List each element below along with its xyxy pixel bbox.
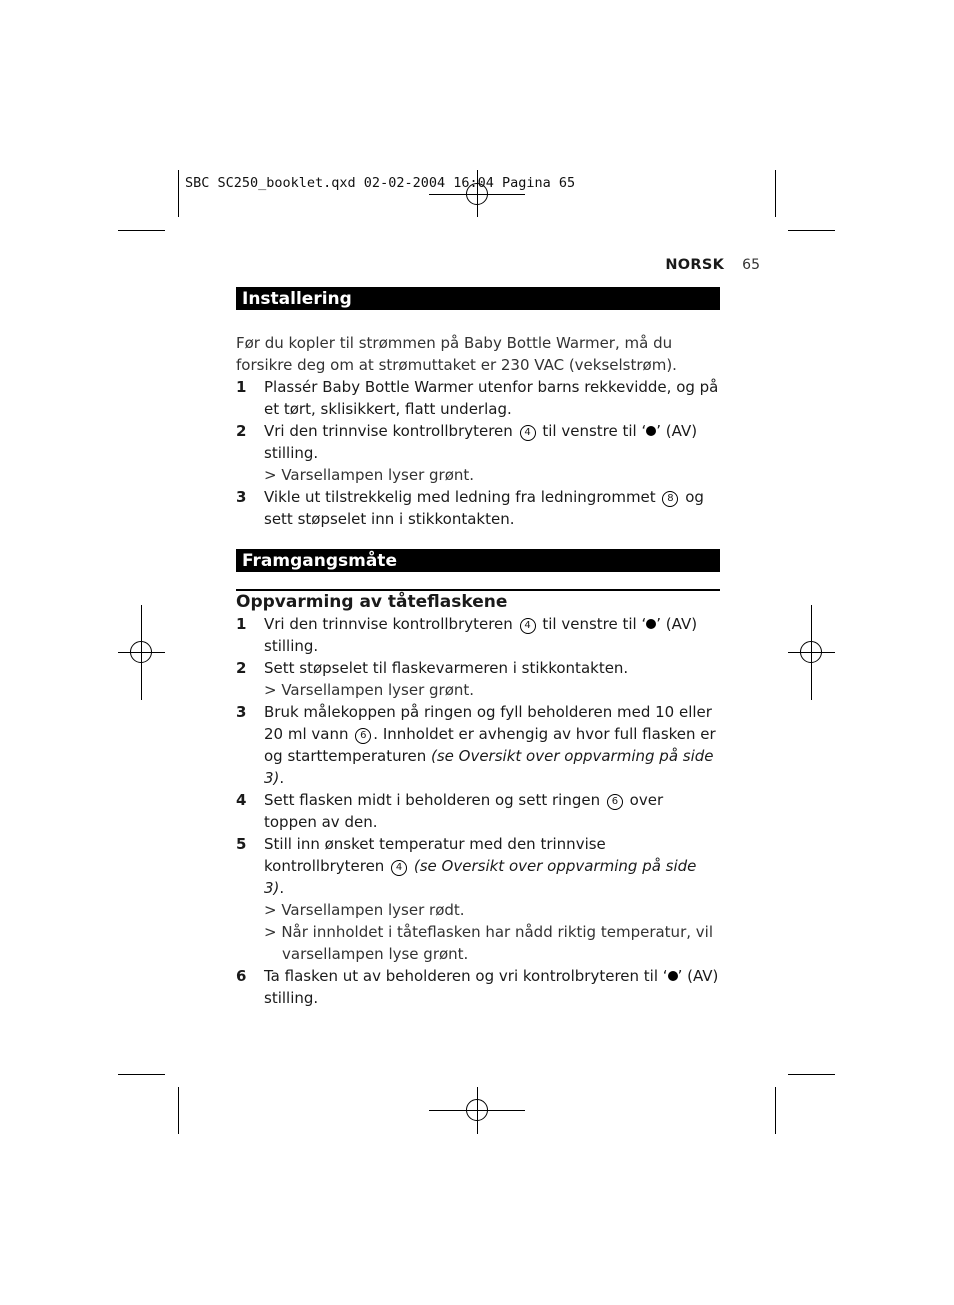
- off-position-dot-icon: [668, 971, 678, 981]
- step-number: 2: [236, 422, 247, 440]
- step-result: > Når innholdet i tåteflasken har nådd riktig temperatur, vil varsellampen lyse grønt.: [264, 923, 713, 963]
- step-result: > Varsellampen lyser rødt.: [264, 901, 465, 919]
- cross-reference: (se Oversikt over oppvarming på side 3): [264, 857, 697, 897]
- off-position-dot-icon: [646, 426, 656, 436]
- list-item: [236, 789, 720, 833]
- part-reference-number: 6: [355, 728, 371, 744]
- step-number: 3: [236, 703, 247, 721]
- cross-reference: (se Oversikt over oppvarming på side 3): [264, 747, 714, 787]
- step-text: Sett støpselet til flaskevarmeren i stikkontakten.: [264, 659, 629, 677]
- step-text: Plassér Baby Bottle Warmer utenfor barns rekkevidde, og på et tørt, sklisikkert, flatt underlag.: [264, 378, 719, 418]
- crop-mark: [118, 230, 165, 231]
- step-number: 5: [236, 835, 247, 853]
- step-text: Sett flasken midt i beholderen og sett ringen 6 over toppen av den.: [264, 791, 664, 831]
- step-text: Bruk målekoppen på ringen og fyll beholderen med 10 eller 20 ml vann 6 . Innholdet er avhengig av hvor full flasken er og starttemperaturen (se Oversikt over oppvarming på side 3).: [264, 703, 716, 787]
- part-reference-number: 4: [391, 860, 407, 876]
- crop-mark: [775, 170, 776, 217]
- list-item: [236, 701, 720, 789]
- part-reference-number: 8: [662, 491, 678, 507]
- off-position-dot-icon: [646, 619, 656, 629]
- step-result: > Varsellampen lyser grønt.: [264, 681, 475, 699]
- step-number: 4: [236, 791, 247, 809]
- intro-paragraph: Før du kopler til strømmen på Baby Bottle Warmer, må du forsikre deg om at strømuttaket er 230 VAC (vekselstrøm).: [236, 334, 677, 374]
- list-item: [236, 657, 720, 679]
- list-item: [236, 420, 720, 464]
- crop-mark: [178, 170, 179, 217]
- registration-mark: [466, 1099, 488, 1121]
- registration-mark: [800, 641, 822, 663]
- part-reference-number: 6: [607, 794, 623, 810]
- step-number: 1: [236, 378, 247, 396]
- list-item: [236, 965, 720, 1009]
- step-number: 6: [236, 967, 247, 985]
- crop-mark: [118, 1074, 165, 1075]
- section-title-framgangsmate: Framgangsmåte: [236, 549, 720, 572]
- step-number: 2: [236, 659, 247, 677]
- page-content: [236, 287, 720, 1009]
- crop-mark: [775, 1087, 776, 1134]
- step-text: Vikle ut tilstrekkelig med ledning fra ledningrommet 8 og sett støpselet inn i stikkontakten.: [264, 488, 704, 528]
- list-item: [236, 376, 720, 420]
- subsection-title: Oppvarming av tåteflaskene: [236, 589, 720, 613]
- step-text: Ta flasken ut av beholderen og vri kontrolbryteren til ‘ ’ (AV) stilling.: [264, 967, 719, 1007]
- step-result: > Varsellampen lyser grønt.: [264, 466, 475, 484]
- part-reference-number: 4: [520, 425, 536, 441]
- crop-mark: [788, 230, 835, 231]
- step-text: Vri den trinnvise kontrollbryteren 4 til venstre til ‘ ’ (AV) stilling.: [264, 422, 698, 462]
- list-item: [236, 613, 720, 657]
- crop-mark: [178, 1087, 179, 1134]
- step-text: Vri den trinnvise kontrollbryteren 4 til venstre til ‘ ’ (AV) stilling.: [264, 615, 698, 655]
- step-number: 3: [236, 488, 247, 506]
- list-item: [236, 486, 720, 530]
- page-number: 65: [742, 257, 760, 273]
- list-item: [236, 833, 720, 899]
- print-slug: SBC SC250_booklet.qxd 02-02-2004 16:04 Pagina 65: [185, 175, 576, 191]
- registration-mark: [130, 641, 152, 663]
- language-label: NORSK: [665, 257, 725, 273]
- section-title-installering: Installering: [236, 287, 720, 310]
- crop-mark: [788, 1074, 835, 1075]
- running-head: [600, 254, 760, 273]
- step-number: 1: [236, 615, 247, 633]
- part-reference-number: 4: [520, 618, 536, 634]
- step-text: Still inn ønsket temperatur med den trinnvise kontrollbryteren 4 (se Oversikt over oppvarming på side 3).: [264, 835, 697, 897]
